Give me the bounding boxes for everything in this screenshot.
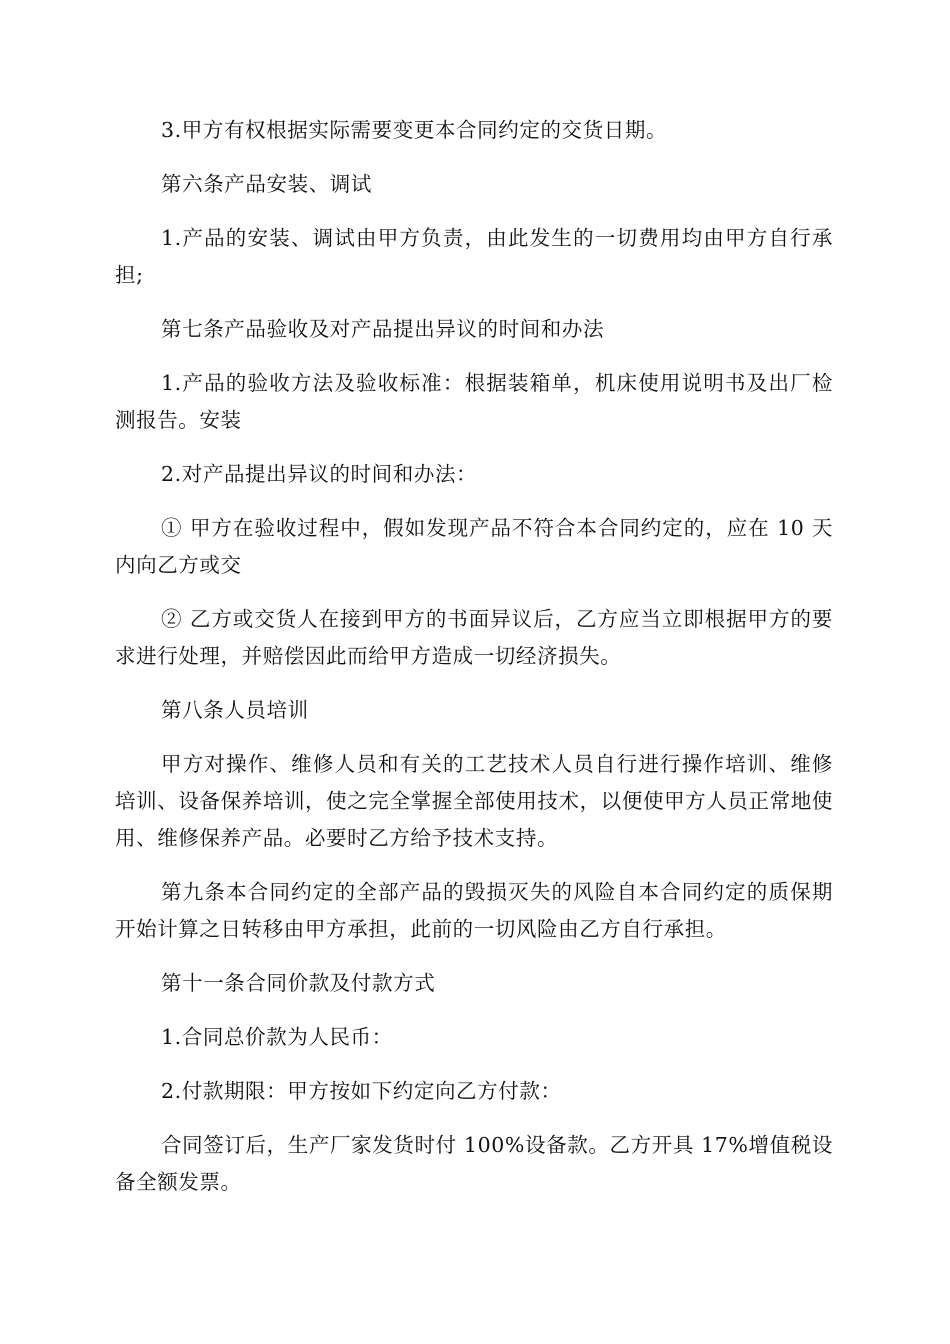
paragraph-objection-item-1: ① 甲方在验收过程中，假如发现产品不符合本合同约定的，应在 10 天内向乙方或交 [115, 516, 833, 577]
paragraph-article-9-risk: 第九条本合同约定的全部产品的毁损灭失的风险自本合同约定的质保期开始计算之日转移由甲方承担，此前的一切风险由乙方自行承担。 [115, 880, 833, 941]
paragraph-training: 甲方对操作、维修人员和有关的工艺技术人员自行进行操作培训、维修培训、设备保养培训，使之完全掌握全部使用技术，以便使甲方人员正常地使用、维修保养产品。必要时乙方给予技术支持。 [115, 752, 833, 850]
paragraph-acceptance-method: 1.产品的验收方法及验收标准：根据装箱单，机床使用说明书及出厂检测报告。安装 [115, 371, 833, 432]
paragraph-total-price: 1.合同总价款为人民币： [161, 1025, 393, 1049]
document-body [115, 112, 833, 1218]
heading-article-8: 第八条人员培训 [161, 698, 309, 722]
heading-article-11: 第十一条合同价款及付款方式 [161, 971, 436, 995]
paragraph-payment-detail: 合同签订后，生产厂家发货时付 100%设备款。乙方开具 17%增值税设备全额发票。 [115, 1133, 833, 1194]
paragraph-delivery-date-change: 3.甲方有权根据实际需要变更本合同约定的交货日期。 [161, 118, 668, 142]
heading-article-7: 第七条产品验收及对产品提出异议的时间和办法 [161, 317, 605, 341]
paragraph-objection-item-2: ② 乙方或交货人在接到甲方的书面异议后，乙方应当立即根据甲方的要求进行处理，并赔偿因此而给甲方造成一切经济损失。 [115, 607, 833, 668]
heading-article-6: 第六条产品安装、调试 [161, 172, 372, 196]
paragraph-installation: 1.产品的安装、调试由甲方负责，由此发生的一切费用均由甲方自行承担; [115, 226, 833, 287]
paragraph-payment-terms: 2.付款期限：甲方按如下约定向乙方付款： [161, 1079, 562, 1103]
paragraph-objection-time: 2.对产品提出异议的时间和办法： [161, 462, 478, 486]
